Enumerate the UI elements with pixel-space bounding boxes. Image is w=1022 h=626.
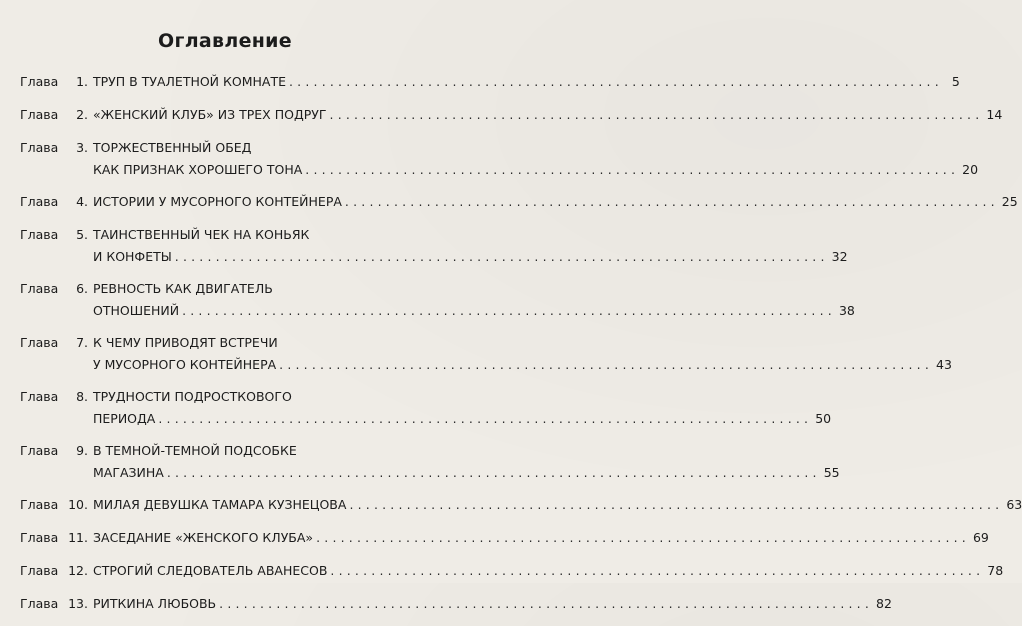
chapter-number: 8. <box>76 389 88 404</box>
dot-leader: ................................................................................ <box>330 563 985 578</box>
chapter-title-row <box>93 494 1022 516</box>
chapter-title-line: ТАИНСТВЕННЫЙ ЧЕК НА КОНЬЯК <box>93 227 310 242</box>
chapter-title-row <box>93 527 989 549</box>
toc-entry <box>20 440 840 484</box>
chapter-title-line: ТРУП В ТУАЛЕТНОЙ КОМНАТЕ <box>93 74 286 89</box>
table-of-contents <box>20 71 1022 626</box>
chapter-title <box>93 560 1004 582</box>
chapter-title-row <box>93 560 1004 582</box>
chapter-number: 2. <box>76 107 88 122</box>
dot-leader: ................................................................................ <box>166 465 821 480</box>
toc-entry <box>20 71 960 93</box>
chapter-title <box>93 494 1022 516</box>
chapter-title-line: РИТКИНА ЛЮБОВЬ <box>93 596 217 611</box>
page-number: 43 <box>936 357 952 372</box>
dot-leader: ................................................................................ <box>158 411 813 426</box>
chapter-title-line: РЕВНОСТЬ КАК ДВИГАТЕЛЬ <box>93 281 273 296</box>
toc-entry <box>20 137 979 181</box>
page-number: 14 <box>986 107 1003 122</box>
chapter-title-line: ЗАСЕДАНИЕ «ЖЕНСКОГО КЛУБА» <box>93 530 314 545</box>
chapter-number: 10. <box>68 497 88 512</box>
toc-entry <box>20 104 1003 126</box>
chapter-title-row <box>93 462 840 484</box>
chapter-label: Глава <box>20 443 59 458</box>
chapter-number: 13. <box>68 596 88 611</box>
chapter-title <box>93 593 892 615</box>
chapter-title-row <box>93 246 848 268</box>
chapter-title-line: ИСТОРИИ У МУСОРНОГО КОНТЕЙНЕРА <box>93 194 342 209</box>
chapter-label: Глава <box>20 140 59 155</box>
page-number: 32 <box>831 249 848 264</box>
chapter-title <box>93 104 1003 126</box>
chapter-title-row <box>93 593 892 615</box>
dot-leader: ................................................................................ <box>316 530 970 545</box>
chapter-title-row <box>93 408 832 430</box>
chapter-label: Глава <box>20 335 59 350</box>
chapter-label: Глава <box>20 563 59 578</box>
chapter-title-row <box>93 354 952 376</box>
page-number: 69 <box>972 530 989 545</box>
chapter-title-line: ТРУДНОСТИ ПОДРОСТКОВОГО <box>93 389 292 404</box>
chapter-label: Глава <box>20 497 59 512</box>
chapter-title-line: КАК ПРИЗНАК ХОРОШЕГО ТОНА <box>93 162 303 177</box>
chapter-label: Глава <box>20 281 59 296</box>
dot-leader: ................................................................................ <box>329 107 984 122</box>
chapter-title-line: ПЕРИОДА <box>93 411 156 426</box>
page-number: 5 <box>951 74 960 89</box>
chapter-title <box>93 137 979 181</box>
chapter-number: 1. <box>76 74 88 89</box>
page-number: 50 <box>815 411 832 426</box>
chapter-label: Глава <box>20 227 59 242</box>
chapter-title-line: ОТНОШЕНИЙ <box>93 303 180 318</box>
toc-entry <box>20 386 832 430</box>
chapter-title <box>93 71 960 93</box>
page-number: 63 <box>1006 497 1022 512</box>
page-number: 38 <box>838 303 855 318</box>
chapter-number: 12. <box>68 563 88 578</box>
chapter-number: 9. <box>76 443 88 458</box>
chapter-title-row <box>93 71 960 93</box>
chapter-label: Глава <box>20 389 59 404</box>
chapter-title-line: МИЛАЯ ДЕВУШКА ТАМАРА КУЗНЕЦОВА <box>93 497 347 512</box>
toc-entry <box>20 560 1004 582</box>
chapter-label: Глава <box>20 107 59 122</box>
dot-leader: ................................................................................ <box>182 303 836 318</box>
page-number: 25 <box>1001 194 1018 209</box>
dot-leader: ................................................................................ <box>289 74 943 89</box>
toc-entry <box>20 494 1022 516</box>
chapter-title <box>93 224 848 268</box>
chapter-title-line: В ТЕМНОЙ-ТЕМНОЙ ПОДСОБКЕ <box>93 443 297 458</box>
chapter-title <box>93 440 840 484</box>
chapter-number: 11. <box>68 530 88 545</box>
chapter-title-row <box>93 104 1003 126</box>
chapter-title-line: У МУСОРНОГО КОНТЕЙНЕРА <box>93 357 277 372</box>
page-number: 78 <box>987 563 1004 578</box>
toc-entry <box>20 593 892 615</box>
toc-entry <box>20 224 848 268</box>
toc-entry <box>20 191 1018 213</box>
chapter-number: 4. <box>76 194 88 209</box>
chapter-title-line: К ЧЕМУ ПРИВОДЯТ ВСТРЕЧИ <box>93 335 278 350</box>
chapter-title-line: СТРОГИЙ СЛЕДОВАТЕЛЬ АВАНЕСОВ <box>93 563 328 578</box>
page-number: 55 <box>823 465 840 480</box>
chapter-number: 3. <box>76 140 88 155</box>
chapter-number: 6. <box>76 281 88 296</box>
page-number: 82 <box>876 596 892 611</box>
chapter-label: Глава <box>20 596 59 611</box>
toc-entry <box>20 527 989 549</box>
chapter-number: 5. <box>76 227 88 242</box>
chapter-title-line: «ЖЕНСКИЙ КЛУБ» ИЗ ТРЕХ ПОДРУГ <box>93 107 327 122</box>
toc-entry <box>20 332 952 376</box>
chapter-label: Глава <box>20 530 59 545</box>
chapter-title-row <box>93 300 855 322</box>
chapter-title <box>93 527 989 549</box>
dot-leader: ................................................................................ <box>305 162 960 177</box>
chapter-title-row <box>93 159 979 181</box>
chapter-title-line: ТОРЖЕСТВЕННЫЙ ОБЕД <box>93 140 252 155</box>
chapter-title <box>93 332 952 376</box>
page-title: Оглавление <box>158 30 292 52</box>
chapter-title <box>93 278 855 322</box>
chapter-title-row <box>93 191 1018 213</box>
chapter-number: 7. <box>76 335 88 350</box>
toc-entry <box>20 278 855 322</box>
page-number: 20 <box>962 162 979 177</box>
chapter-title-line: И КОНФЕТЫ <box>93 249 172 264</box>
dot-leader: ................................................................................ <box>219 596 874 611</box>
dot-leader: ................................................................................ <box>349 497 1004 512</box>
chapter-title-line: МАГАЗИНА <box>93 465 164 480</box>
chapter-title <box>93 191 1018 213</box>
chapter-label: Глава <box>20 74 59 89</box>
chapter-title <box>93 386 832 430</box>
dot-leader: ................................................................................ <box>174 249 829 264</box>
chapter-label: Глава <box>20 194 59 209</box>
dot-leader: ................................................................................ <box>344 194 999 209</box>
dot-leader: ................................................................................ <box>279 357 934 372</box>
